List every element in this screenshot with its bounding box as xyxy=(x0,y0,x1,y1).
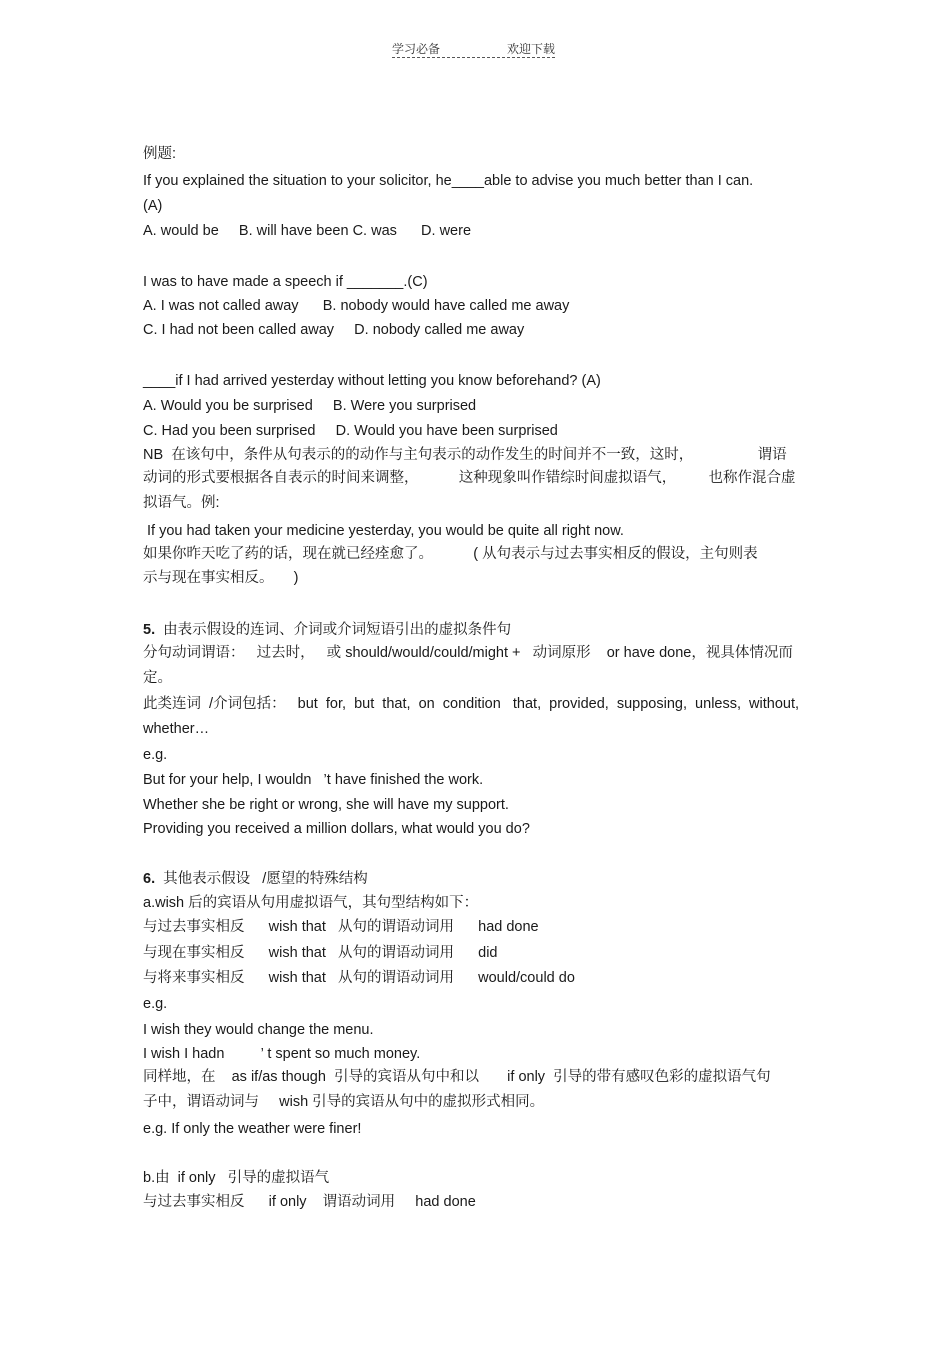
text-line: 子中，谓语动词与 wish 引导的宾语从句中的虚拟形式相同。 xyxy=(143,1094,545,1110)
text-line: a.wish 后的宾语从句用虚拟语气，其句型结构如下： xyxy=(143,895,479,911)
text-line: I was to have made a speech if _______.(C) xyxy=(143,274,428,290)
text-line: 动词的形式要根据各自表示的时间来调整， 这种现象叫作错综时间虚拟语气， 也称作混合虚 xyxy=(143,470,796,486)
text-line: 与过去事实相反 wish that 从句的谓语动词用 had done xyxy=(143,919,539,935)
section-5-heading xyxy=(143,621,511,639)
text-line: If you had taken your medicine yesterday, you would be quite all right now. xyxy=(143,523,624,539)
text-line: whether… xyxy=(143,721,210,737)
text-line: A. I was not called away B. nobody would have called me away xyxy=(143,298,570,314)
text-line: C. I had not been called away D. nobody called me away xyxy=(143,322,525,338)
section-6-heading xyxy=(143,870,368,888)
text-line: 分句动词谓语： 过去时， 或 should/would/could/might + 动词原形 or have done，视具体情况而 xyxy=(143,645,793,661)
section-title: 其他表示假设 /愿望的特殊结构 xyxy=(163,871,368,887)
text-line: e.g. xyxy=(143,996,168,1012)
text-line: 与现在事实相反 wish that 从句的谓语动词用 did xyxy=(143,945,498,961)
text-line: If you explained the situation to your solicitor, he____able to advise you much better than I can. xyxy=(143,173,754,189)
text-line: I wish they would change the menu. xyxy=(143,1022,374,1038)
text-line: 拟语气。例: xyxy=(143,495,220,511)
section-title: 由表示假设的连词、介词或介词短语引出的虚拟条件句 xyxy=(163,622,512,638)
section-number: 6. xyxy=(143,871,156,887)
page-header xyxy=(392,40,555,58)
text-line: 定。 xyxy=(143,670,172,686)
text-line: NB 在该句中，条件从句表示的的动作与主句表示的动作发生的时间并不一致，这时， 谓语 xyxy=(143,447,787,463)
text-line: A. Would you be surprised B. Were you surprised xyxy=(143,398,477,414)
text-line: e.g. xyxy=(143,747,168,763)
text-line: e.g. If only the weather were finer! xyxy=(143,1121,362,1137)
section-number: 5. xyxy=(143,622,156,638)
text-line: 同样地，在 as if/as though 引导的宾语从句中和以 if only 引导的带有感叹色彩的虚拟语气句 xyxy=(143,1069,771,1085)
text-line: I wish I hadn ’ t spent so much money. xyxy=(143,1046,421,1062)
text-line: Providing you received a million dollars, what would you do? xyxy=(143,821,530,837)
text-line: But for your help, I wouldn ’t have finished the work. xyxy=(143,772,484,788)
text-line: 与将来事实相反 wish that 从句的谓语动词用 would/could do xyxy=(143,970,575,986)
text-line: 与过去事实相反 if only 谓语动词用 had done xyxy=(143,1194,476,1210)
text-line: Whether she be right or wrong, she will have my support. xyxy=(143,797,509,813)
text-line: 示与现在事实相反。 ) xyxy=(143,570,299,586)
text-line: b.由 if only 引导的虚拟语气 xyxy=(143,1170,330,1186)
example-label: 例题: xyxy=(143,146,177,162)
text-line: A. would be B. will have been C. was D. were xyxy=(143,223,472,239)
text-line: 如果你昨天吃了药的话，现在就已经痊愈了。 ( 从句表示与过去事实相反的假设，主句则表 xyxy=(143,546,758,562)
header-left: 学习必备 xyxy=(392,42,441,56)
text-line: 此类连词 /介词包括： but for, but that, on condition that, provided, supposing, unless, without, xyxy=(143,696,800,712)
text-line: ____if I had arrived yesterday without letting you know beforehand? (A) xyxy=(143,373,601,389)
text-line: (A) xyxy=(143,198,163,214)
header-right: 欢迎下载 xyxy=(506,42,555,56)
text-line: C. Had you been surprised D. Would you have been surprised xyxy=(143,423,558,439)
